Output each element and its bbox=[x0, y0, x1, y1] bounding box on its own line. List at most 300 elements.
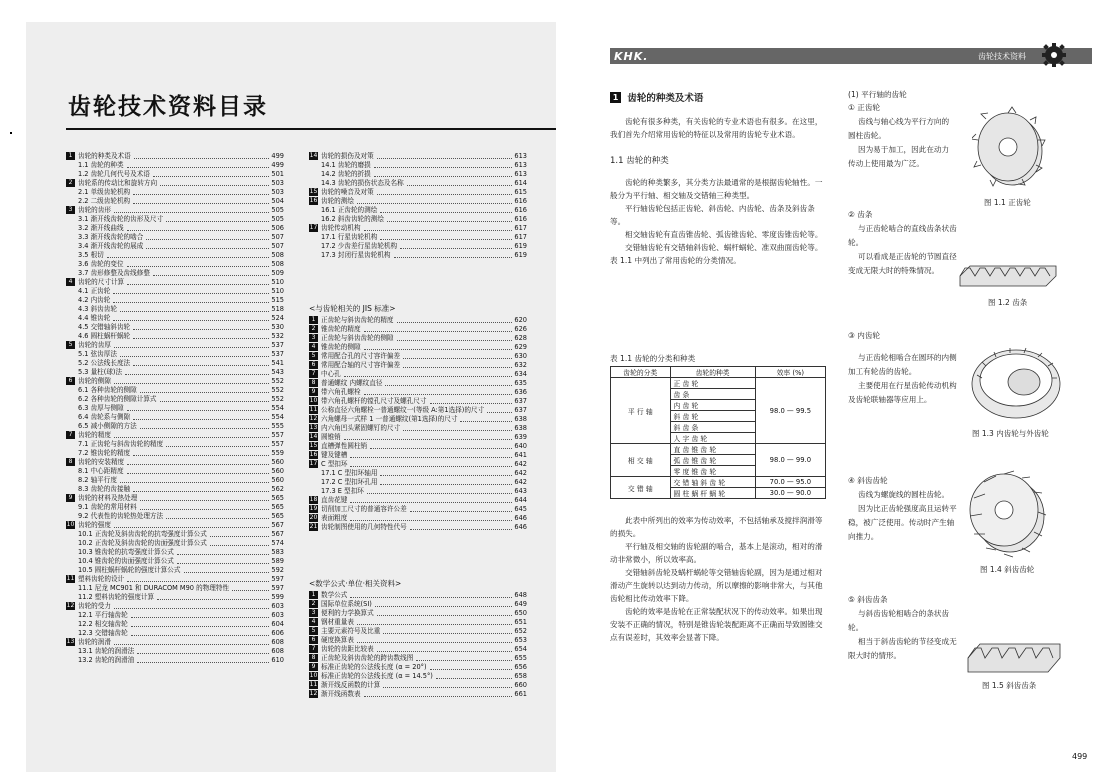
chapter-number: 7 bbox=[66, 431, 75, 439]
item-title: ③ 内齿轮 bbox=[848, 331, 881, 340]
toc-page: 499 bbox=[271, 152, 284, 160]
toc-entry bbox=[309, 388, 527, 397]
toc-page: 653 bbox=[514, 636, 527, 644]
toc-label: 7.2 锥齿轮的精度 bbox=[78, 449, 131, 457]
toc-entry bbox=[309, 152, 527, 161]
spur-gear-figure bbox=[972, 95, 1052, 195]
toc-label: 6.4 齿轮系与侧隙 bbox=[78, 413, 131, 421]
toc-label: 4.1 正齿轮 bbox=[78, 287, 111, 295]
chapter-number: 6 bbox=[66, 377, 75, 385]
toc-entry bbox=[309, 609, 527, 618]
table-cell-category: 交 错 轴 bbox=[611, 477, 671, 499]
toc-label: 齿轮的安装精度 bbox=[78, 458, 125, 466]
toc-page: 638 bbox=[514, 415, 527, 423]
toc-page: 589 bbox=[271, 557, 284, 565]
item-desc: 齿线与轴心线为平行方向的圆柱齿轮。 bbox=[848, 117, 950, 140]
dot-leader bbox=[146, 248, 269, 249]
toc-label: 塑料齿轮的设计 bbox=[78, 575, 125, 583]
toc-label: 4.6 圆柱蜗杆蜗轮 bbox=[78, 332, 131, 340]
internal-gear-figure bbox=[968, 336, 1064, 424]
chapter-number: 5 bbox=[66, 341, 75, 349]
table-cell-type: 人 字 齿 轮 bbox=[670, 433, 755, 444]
toc-label: 齿轮的测绘 bbox=[321, 197, 354, 205]
toc-page: 597 bbox=[271, 584, 284, 592]
toc-entry bbox=[66, 260, 284, 269]
toc-label: 渐开线函数表 bbox=[321, 690, 361, 698]
toc-entry bbox=[309, 215, 527, 224]
dot-leader bbox=[377, 651, 512, 652]
toc-entry bbox=[66, 233, 284, 242]
toc-entry bbox=[309, 672, 527, 681]
toc-label: 1.1 齿轮的种类 bbox=[78, 161, 124, 169]
toc-page: 660 bbox=[514, 681, 527, 689]
toc-label: 3.6 齿轮的变位 bbox=[78, 260, 124, 268]
table-cell-type: 内 齿 轮 bbox=[670, 400, 755, 411]
chapter-number: 7 bbox=[309, 645, 318, 653]
dot-leader bbox=[184, 572, 269, 573]
dot-leader bbox=[357, 624, 512, 625]
toc-label: 3.7 齿形修整及齿线修整 bbox=[78, 269, 150, 277]
toc-entry bbox=[66, 431, 284, 440]
chapter-number: 6 bbox=[309, 361, 318, 369]
toc-page: 560 bbox=[271, 467, 284, 475]
dot-leader bbox=[166, 221, 269, 222]
toc-page: 524 bbox=[271, 314, 284, 322]
paragraph: 齿轮的效率是齿轮在正常装配状况下的传动效率。如果出现安装不正确的情况，特别是锥齿轮装配距离不正确而导致圆锥交点有误差时，其效率会显著下降。 bbox=[610, 607, 823, 642]
paragraph: 此表中所列出的效率为传动效率，不包括轴承及搅拌润滑等的损失。 bbox=[610, 516, 823, 538]
toc-entry bbox=[66, 656, 284, 665]
dot-leader bbox=[350, 457, 512, 458]
toc-entry bbox=[309, 161, 527, 170]
toc-page: 574 bbox=[271, 539, 284, 547]
toc-page: 636 bbox=[514, 388, 527, 396]
toc-label: 17.2 少齿差行星齿轮机构 bbox=[321, 242, 398, 250]
dot-leader bbox=[127, 284, 269, 285]
chapter-number: 12 bbox=[309, 415, 318, 422]
toc-label: 六角螺母一式样 1 一普通螺纹(第1选择)的尺寸 bbox=[321, 415, 458, 423]
toc-entry bbox=[309, 645, 527, 654]
dot-leader bbox=[364, 331, 512, 332]
chapter-number: 8 bbox=[309, 379, 318, 387]
chapter-number: 11 bbox=[66, 575, 75, 582]
dot-leader bbox=[177, 554, 269, 555]
table-cell-type: 斜 齿 条 bbox=[670, 422, 755, 433]
chapter-number: 15 bbox=[309, 442, 318, 449]
toc-entry bbox=[66, 530, 284, 539]
toc-entry bbox=[66, 287, 284, 296]
toc-label: 硬度换算表 bbox=[321, 636, 354, 644]
toc-entry bbox=[66, 404, 284, 413]
toc-entry bbox=[66, 620, 284, 629]
chapter-number: 4 bbox=[66, 278, 75, 286]
toc-page: 651 bbox=[514, 618, 527, 626]
item-desc: 可以看成是正齿轮的节圆直径变成无限大时的特殊情况。 bbox=[848, 252, 957, 275]
section-number: 1 bbox=[610, 92, 621, 103]
toc-page: 537 bbox=[271, 341, 284, 349]
toc-entry bbox=[309, 379, 527, 388]
toc-entry bbox=[309, 188, 527, 197]
toc-label: 13.2 齿轮的润滑油 bbox=[78, 656, 135, 664]
dot-leader bbox=[133, 455, 269, 456]
table-cell-efficiency: 30.0 — 90.0 bbox=[755, 488, 825, 499]
chapter-number: 5 bbox=[309, 352, 318, 360]
figure-caption: 图 1.3 内齿轮与外齿轮 bbox=[972, 429, 1049, 438]
toc-page: 644 bbox=[514, 496, 527, 504]
dot-leader bbox=[407, 185, 512, 186]
toc-label: 7.1 正齿轮与斜齿齿轮的精度 bbox=[78, 440, 164, 448]
dot-leader bbox=[377, 615, 512, 616]
toc-page: 603 bbox=[271, 602, 284, 610]
toc-entry bbox=[66, 368, 284, 377]
chapter-number: 13 bbox=[309, 424, 318, 431]
dot-leader bbox=[114, 644, 269, 645]
toc-label: 带六角孔螺栓 bbox=[321, 388, 361, 396]
toc-entry bbox=[66, 467, 284, 476]
toc-label: 6.5 减小侧隙的方法 bbox=[78, 422, 137, 430]
toc-label: 直槽弹性圆柱销 bbox=[321, 442, 368, 450]
toc-label: 17.3 E 型扣环 bbox=[321, 487, 364, 495]
figure-caption: 图 1.2 齿条 bbox=[988, 298, 1028, 307]
table-cell-type: 弧 齿 锥 齿 轮 bbox=[670, 455, 755, 466]
toc-entry bbox=[66, 458, 284, 467]
toc-entry bbox=[66, 278, 284, 287]
toc-page: 515 bbox=[271, 296, 284, 304]
toc-page: 626 bbox=[514, 325, 527, 333]
toc-page: 645 bbox=[514, 505, 527, 513]
toc-entry bbox=[309, 690, 527, 699]
toc-page: 508 bbox=[271, 260, 284, 268]
item-desc: 与正齿轮相啮合在圆环的内侧加工有轮齿的齿轮。 bbox=[848, 353, 957, 376]
item-text bbox=[848, 115, 956, 171]
toc-label: 主要元素符号及比重 bbox=[321, 627, 381, 635]
chapter-number: 2 bbox=[309, 600, 318, 608]
toc-page: 567 bbox=[271, 521, 284, 529]
dot-leader bbox=[153, 176, 269, 177]
toc-page: 616 bbox=[514, 215, 527, 223]
dot-leader bbox=[114, 347, 269, 348]
dot-leader bbox=[140, 500, 269, 501]
chapter-number: 10 bbox=[309, 672, 318, 679]
toc-label: 2.1 单级齿轮机构 bbox=[78, 188, 131, 196]
toc-entry bbox=[66, 494, 284, 503]
lower-text-column bbox=[610, 514, 826, 644]
toc-label: 5.1 弦齿厚法 bbox=[78, 350, 117, 358]
toc-page: 648 bbox=[514, 591, 527, 599]
item-desc: 因为比正齿轮强度高且运转平稳，被广泛使用。传动时产生轴向推力。 bbox=[848, 504, 957, 541]
toc-page: 557 bbox=[271, 431, 284, 439]
chapter-number: 1 bbox=[309, 591, 318, 599]
toc-page: 518 bbox=[271, 305, 284, 313]
toc-entry bbox=[309, 451, 527, 460]
dot-leader bbox=[160, 185, 269, 186]
toc-page: 637 bbox=[514, 397, 527, 405]
dot-leader bbox=[127, 581, 269, 582]
toc-page: 642 bbox=[514, 460, 527, 468]
item-title: ① 正齿轮 bbox=[848, 103, 881, 112]
dot-leader bbox=[410, 529, 512, 530]
toc-page: 506 bbox=[271, 224, 284, 232]
toc-entry bbox=[309, 397, 527, 406]
toc-entry bbox=[309, 600, 527, 609]
toc-label: 9.2 代表性的齿轮热处理方法 bbox=[78, 512, 164, 520]
toc-entry bbox=[309, 478, 527, 487]
toc-page: 615 bbox=[514, 188, 527, 196]
toc-page: 619 bbox=[514, 251, 527, 259]
toc-entry bbox=[309, 415, 527, 424]
dot-leader bbox=[383, 633, 512, 634]
chapter-number: 2 bbox=[309, 325, 318, 333]
dot-leader bbox=[344, 376, 512, 377]
dot-leader bbox=[131, 635, 269, 636]
toc-label: 齿轮的种类及术语 bbox=[78, 152, 131, 160]
dot-leader bbox=[107, 257, 269, 258]
toc-label: 齿轮的侧隙 bbox=[78, 377, 111, 385]
chapter-number: 13 bbox=[66, 638, 75, 645]
toc-label: 常用配合轴的尺寸容许偏差 bbox=[321, 361, 401, 369]
dot-leader bbox=[364, 394, 512, 395]
toc-label: 3.3 渐开线齿轮的啮合 bbox=[78, 233, 144, 241]
table-cell-efficiency: 98.0 — 99.5 bbox=[755, 378, 825, 444]
dot-leader bbox=[137, 662, 269, 663]
dot-leader bbox=[177, 563, 269, 564]
toc-page: 613 bbox=[514, 161, 527, 169]
toc-label: 12.3 交错轴齿轮 bbox=[78, 629, 128, 637]
toc-page: 565 bbox=[271, 512, 284, 520]
toc-entry bbox=[66, 476, 284, 485]
toc-entry bbox=[66, 629, 284, 638]
chapter-number: 18 bbox=[309, 496, 318, 503]
dot-leader bbox=[127, 167, 269, 168]
toc-entry bbox=[66, 269, 284, 278]
toc-label: 11.1 尼龙 MC901 和 DURACOM M90 的物理特性 bbox=[78, 584, 230, 592]
toc-label: 2.2 二级齿轮机构 bbox=[78, 197, 131, 205]
chapter-number: 3 bbox=[309, 609, 318, 617]
dot-leader bbox=[350, 520, 512, 521]
dot-leader bbox=[397, 340, 512, 341]
table-cell-type: 斜 齿 轮 bbox=[670, 411, 755, 422]
chapter-number: 11 bbox=[309, 406, 318, 413]
toc-entry bbox=[309, 197, 527, 206]
toc-page: 565 bbox=[271, 494, 284, 502]
toc-label: 1.2 齿轮几何代号及术语 bbox=[78, 170, 150, 178]
toc-page: 505 bbox=[271, 215, 284, 223]
dot-leader bbox=[125, 374, 269, 375]
dot-leader bbox=[370, 448, 512, 449]
toc-page: 504 bbox=[271, 197, 284, 205]
toc-entry bbox=[309, 487, 527, 496]
toc-label: 公称直径六角螺栓一普通螺纹一(等级 A:第1选择)的尺寸 bbox=[321, 406, 485, 414]
toc-label: 17.1 行星齿轮机构 bbox=[321, 233, 378, 241]
toc-page: 608 bbox=[271, 638, 284, 646]
table-cell-type: 正 齿 轮 bbox=[670, 378, 755, 389]
toc-label: 6.2 各种齿轮的侧隙计算式 bbox=[78, 395, 157, 403]
toc-page: 567 bbox=[271, 530, 284, 538]
toc-entry bbox=[309, 179, 527, 188]
chapter-number: 16 bbox=[309, 197, 318, 204]
dot-leader bbox=[357, 203, 512, 204]
toc-label: 齿轮的材料及热处理 bbox=[78, 494, 138, 502]
paragraph: 相交轴齿轮有直齿锥齿轮、弧齿锥齿轮、零度齿锥齿轮等。 bbox=[625, 230, 823, 239]
toc-label: 6.3 齿厚与侧隙 bbox=[78, 404, 124, 412]
toc-entry bbox=[66, 377, 284, 386]
toc-entry bbox=[309, 325, 527, 334]
toc-entry bbox=[309, 242, 527, 251]
figure-caption: 图 1.1 正齿轮 bbox=[984, 198, 1031, 207]
dot-leader bbox=[120, 356, 269, 357]
item-desc: 主要使用在行星齿轮传动机构及齿轮联轴器等应用上。 bbox=[848, 381, 957, 404]
toc-label: 中心孔 bbox=[321, 370, 341, 378]
chapter-number: 17 bbox=[309, 224, 318, 231]
dot-leader bbox=[410, 511, 512, 512]
toc-label: 标准正齿轮的公法线长度 (α = 20°) bbox=[321, 663, 427, 671]
toc-page: 640 bbox=[514, 442, 527, 450]
toc-page: 606 bbox=[271, 629, 284, 637]
toc-page: 562 bbox=[271, 485, 284, 493]
table-row bbox=[611, 444, 826, 455]
toc-entry bbox=[309, 514, 527, 523]
chapter-number: 6 bbox=[309, 636, 318, 644]
toc-page: 616 bbox=[514, 206, 527, 214]
dot-leader bbox=[114, 383, 269, 384]
toc-entry bbox=[66, 395, 284, 404]
chapter-number: 5 bbox=[309, 627, 318, 635]
chapter-number: 4 bbox=[309, 618, 318, 626]
dot-leader bbox=[375, 606, 512, 607]
toc-label: 4.3 斜齿齿轮 bbox=[78, 305, 117, 313]
toc-entry bbox=[66, 152, 284, 161]
toc-label: 3.5 根切 bbox=[78, 251, 104, 259]
table-cell-type: 交 错 轴 斜 齿 轮 bbox=[670, 477, 755, 488]
dot-leader bbox=[133, 365, 269, 366]
toc-page: 639 bbox=[514, 433, 527, 441]
toc-entry bbox=[309, 224, 527, 233]
toc-page: 637 bbox=[514, 406, 527, 414]
toc-label: 8.3 齿轮的齿接触 bbox=[78, 485, 131, 493]
chapter-number: 3 bbox=[309, 334, 318, 342]
rack-figure bbox=[956, 246, 1060, 290]
toc-page: 501 bbox=[271, 170, 284, 178]
toc-label: 齿轮的受力 bbox=[78, 602, 111, 610]
dot-leader bbox=[374, 176, 512, 177]
chapter-number: 1 bbox=[309, 316, 318, 324]
table-cell-type: 零 度 锥 齿 轮 bbox=[670, 466, 755, 477]
item-title: ⑤ 斜齿齿条 bbox=[848, 595, 888, 604]
figure-caption: 图 1.4 斜齿齿轮 bbox=[980, 565, 1035, 574]
toc-page: 503 bbox=[271, 179, 284, 187]
toc-page: 510 bbox=[271, 287, 284, 295]
toc-entry bbox=[66, 350, 284, 359]
intro-paragraph: 齿轮有很多种类，有关齿轮的专业术语也有很多。在这里，我们首先介绍常用齿轮的特征以及常用的齿轮专业术语。 bbox=[610, 117, 823, 139]
dot-leader bbox=[114, 437, 269, 438]
item-desc: 与正齿轮啮合的直线齿条状齿轮。 bbox=[848, 224, 957, 247]
dot-leader bbox=[113, 302, 269, 303]
dot-leader bbox=[387, 221, 512, 222]
toc-page: 628 bbox=[514, 334, 527, 342]
toc-entry bbox=[66, 359, 284, 368]
toc-label: 10.1 正齿轮及斜齿齿轮的抗弯强度计算公式 bbox=[78, 530, 207, 538]
toc-page: 530 bbox=[271, 323, 284, 331]
toc-label: 11.2 塑料齿轮的强度计算 bbox=[78, 593, 155, 601]
dot-leader bbox=[133, 338, 269, 339]
toc-page: 652 bbox=[514, 627, 527, 635]
toc-page: 559 bbox=[271, 449, 284, 457]
table-header: 效率 (%) bbox=[755, 367, 825, 378]
toc-label: 齿轮的齿厚 bbox=[78, 341, 111, 349]
toc-entry bbox=[309, 636, 527, 645]
toc-entry bbox=[66, 215, 284, 224]
toc-label: 齿轮的噪音及对策 bbox=[321, 188, 374, 196]
chapter-number: 20 bbox=[309, 514, 318, 521]
dot-leader bbox=[383, 687, 512, 688]
paragraph: 表 1.1 中列出了常用齿轮的分类情况。 bbox=[610, 256, 741, 265]
toc-label: 齿轮的润滑 bbox=[78, 638, 111, 646]
chapter-number: 7 bbox=[309, 370, 318, 378]
dot-leader bbox=[113, 320, 269, 321]
toc-label: 齿轮传动机构 bbox=[321, 224, 361, 232]
toc-entry bbox=[309, 334, 527, 343]
table-cell-category: 平 行 轴 bbox=[611, 378, 671, 444]
toc-page: 507 bbox=[271, 242, 284, 250]
chapter-number: 9 bbox=[309, 388, 318, 396]
toc-page: 592 bbox=[271, 566, 284, 574]
toc-page: 532 bbox=[271, 332, 284, 340]
toc-label: 常用配合孔的尺寸容许偏差 bbox=[321, 352, 401, 360]
toc-page: 616 bbox=[514, 197, 527, 205]
toc-entry bbox=[66, 224, 284, 233]
dot-leader bbox=[131, 626, 269, 627]
toc-page: 649 bbox=[514, 600, 527, 608]
toc-entry bbox=[309, 469, 527, 478]
dot-leader bbox=[403, 358, 512, 359]
dot-leader bbox=[394, 257, 512, 258]
toc-page: 554 bbox=[271, 413, 284, 421]
dot-leader bbox=[430, 403, 512, 404]
toc-page: 557 bbox=[271, 440, 284, 448]
chapter-number: 17 bbox=[309, 460, 318, 467]
dot-leader bbox=[160, 401, 269, 402]
toc-page: 617 bbox=[514, 224, 527, 232]
dot-leader bbox=[400, 248, 512, 249]
section-heading bbox=[610, 92, 826, 105]
toc-entry bbox=[309, 370, 527, 379]
toc-label: 16.2 斜齿齿轮的测绘 bbox=[321, 215, 384, 223]
toc-label: 17.3 封闭行星齿轮机构 bbox=[321, 251, 391, 259]
dot-leader bbox=[114, 212, 269, 213]
toc-entry bbox=[66, 602, 284, 611]
toc-label: 正齿轮与斜齿齿轮的精度 bbox=[321, 316, 394, 324]
toc-label: 10.3 锥齿轮的抗弯强度计算公式 bbox=[78, 548, 174, 556]
toc-entry bbox=[309, 442, 527, 451]
dot-leader bbox=[127, 410, 269, 411]
toc-label: 9.1 齿轮的常用材料 bbox=[78, 503, 137, 511]
toc-label: 10.2 正齿轮及斜齿齿轮的齿面强度计算公式 bbox=[78, 539, 207, 547]
toc-label: 14.2 齿轮的折损 bbox=[321, 170, 371, 178]
toc-page: 505 bbox=[271, 206, 284, 214]
toc-entry bbox=[309, 343, 527, 352]
paragraph: 交错轴斜齿轮及蜗杆蜗轮等交错轴齿轮副，因为是通过相对滑动产生旋转以达到动力传动，所以摩擦的影响非常大，与其他齿轮相比传动效率下降。 bbox=[610, 568, 823, 603]
item-title: ② 齿条 bbox=[848, 210, 873, 219]
chapter-number: 19 bbox=[309, 505, 318, 512]
dot-leader bbox=[350, 502, 512, 503]
table-cell-type: 圆 柱 蜗 杆 蜗 轮 bbox=[670, 488, 755, 499]
title-rule bbox=[66, 128, 556, 130]
dot-leader bbox=[374, 167, 512, 168]
toc-page: 555 bbox=[271, 422, 284, 430]
chapter-number: 9 bbox=[66, 494, 75, 502]
dot-leader bbox=[140, 392, 269, 393]
toc-page: 508 bbox=[271, 251, 284, 259]
toc-label: 圆锥销 bbox=[321, 433, 341, 441]
